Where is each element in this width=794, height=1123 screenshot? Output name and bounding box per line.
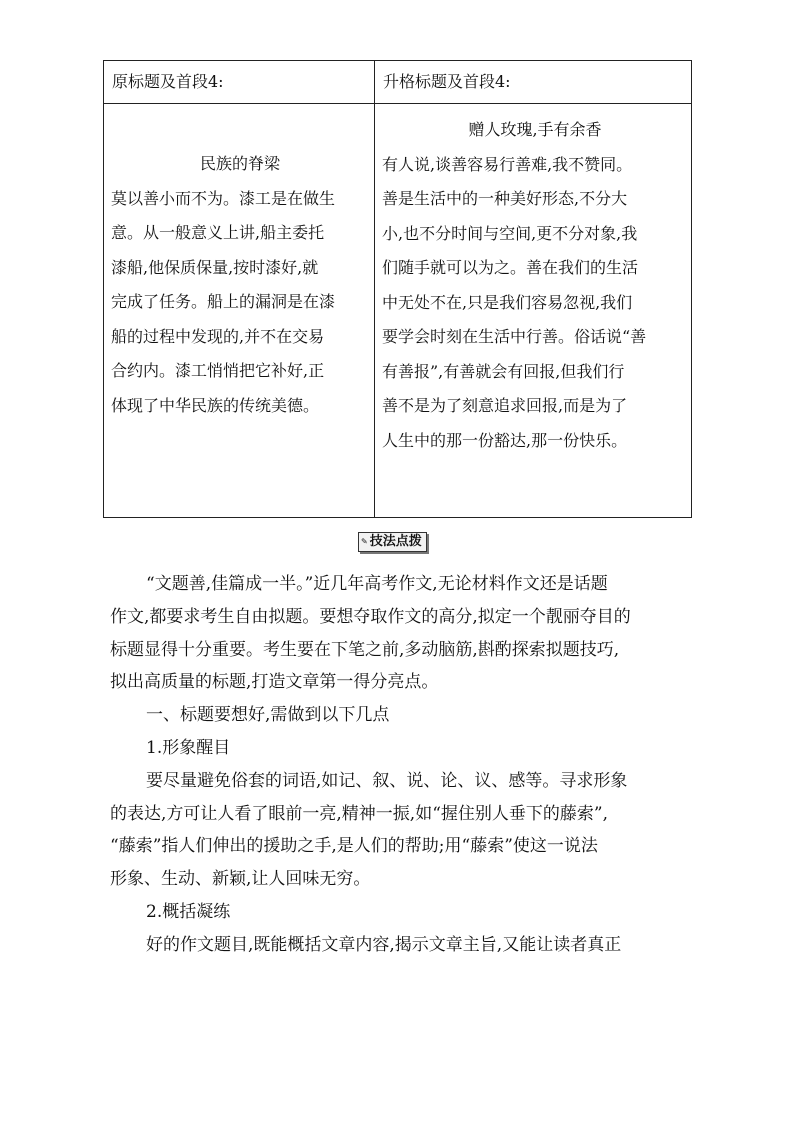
body-line: 一、标题要想好,需做到以下几点 xyxy=(146,705,390,726)
original-line: 合约内。漆工悄悄把它补好,正 xyxy=(111,361,325,380)
upgraded-line: 小,也不分时间与空间,更不分对象,我 xyxy=(382,223,638,243)
upgraded-line: 中无处不在,只是我们容易忽视,我们 xyxy=(382,292,633,312)
badge-marker-icon: ✎ xyxy=(361,537,368,546)
upgraded-title: 赠人玫瑰,手有余香 xyxy=(468,120,602,139)
body-line: 拟出高质量的标题,打造文章第一得分亮点。 xyxy=(110,672,439,693)
upgraded-line: 善不是为了刻意追求回报,而是为了 xyxy=(382,396,628,415)
upgraded-line: 要学会时刻在生活中行善。俗话说“善 xyxy=(382,327,647,346)
original-title: 民族的脊梁 xyxy=(199,154,280,173)
comparison-table xyxy=(103,60,692,518)
body-line: 形象、生动、新颖,让人回味无穷。 xyxy=(110,869,371,890)
upgraded-line: 善是生活中的一种美好形态,不分大 xyxy=(382,189,628,208)
table-divider-horizontal xyxy=(104,103,691,104)
body-line: 1.形象醒目 xyxy=(146,737,231,758)
body-line: 标题显得十分重要。考生要在下笔之前,多动脑筋,斟酌探索拟题技巧, xyxy=(110,639,620,660)
original-line: 漆船,他保质保量,按时漆好,就 xyxy=(111,257,319,277)
original-line: 体现了中华民族的传统美德。 xyxy=(111,395,320,415)
header-original: 原标题及首段4: xyxy=(112,72,224,91)
upgraded-line: 有善报”,有善就会有回报,但我们行 xyxy=(382,361,625,381)
table-divider-vertical xyxy=(374,61,375,517)
original-line: 船的过程中发现的,并不在交易 xyxy=(111,326,325,346)
header-upgraded: 升格标题及首段4: xyxy=(383,72,511,91)
original-line: 莫以善小而不为。漆工是在做生 xyxy=(111,188,336,208)
body-line: “藤索”指人们伸出的援助之手,是人们的帮助;用“藤索”使这一说法 xyxy=(110,836,598,857)
original-essay-cell xyxy=(111,147,369,423)
upgraded-essay-cell xyxy=(382,113,688,458)
upgraded-line: 们随手就可以为之。善在我们的生活 xyxy=(382,258,639,277)
body-line: 2.概括凝练 xyxy=(146,901,231,922)
upgraded-line: 人生中的那一份豁达,那一份快乐。 xyxy=(382,430,628,450)
body-text xyxy=(110,568,690,962)
section-badge xyxy=(358,532,427,552)
original-line: 完成了任务。船上的漏洞是在漆 xyxy=(111,292,336,311)
body-line: 作文,都要求考生自由拟题。要想夺取作文的高分,拟定一个靓丽夺目的 xyxy=(110,606,631,627)
section-badge-label: 技法点拨 xyxy=(369,534,422,549)
body-line: “文题善,佳篇成一半。”近几年高考作文,无论材料作文还是话题 xyxy=(146,574,608,594)
body-line: 要尽量避免俗套的词语,如记、叙、说、论、议、感等。寻求形象 xyxy=(146,770,628,791)
original-line: 意。从一般意义上讲,船主委托 xyxy=(111,223,325,242)
upgraded-line: 有人说,谈善容易行善难,我不赞同。 xyxy=(382,154,633,174)
body-line: 好的作文题目,既能概括文章内容,揭示文章主旨,又能让读者真正 xyxy=(146,934,622,955)
body-line: 的表达,方可让人看了眼前一亮,精神一振,如“握住别人垂下的藤索”, xyxy=(110,803,608,824)
